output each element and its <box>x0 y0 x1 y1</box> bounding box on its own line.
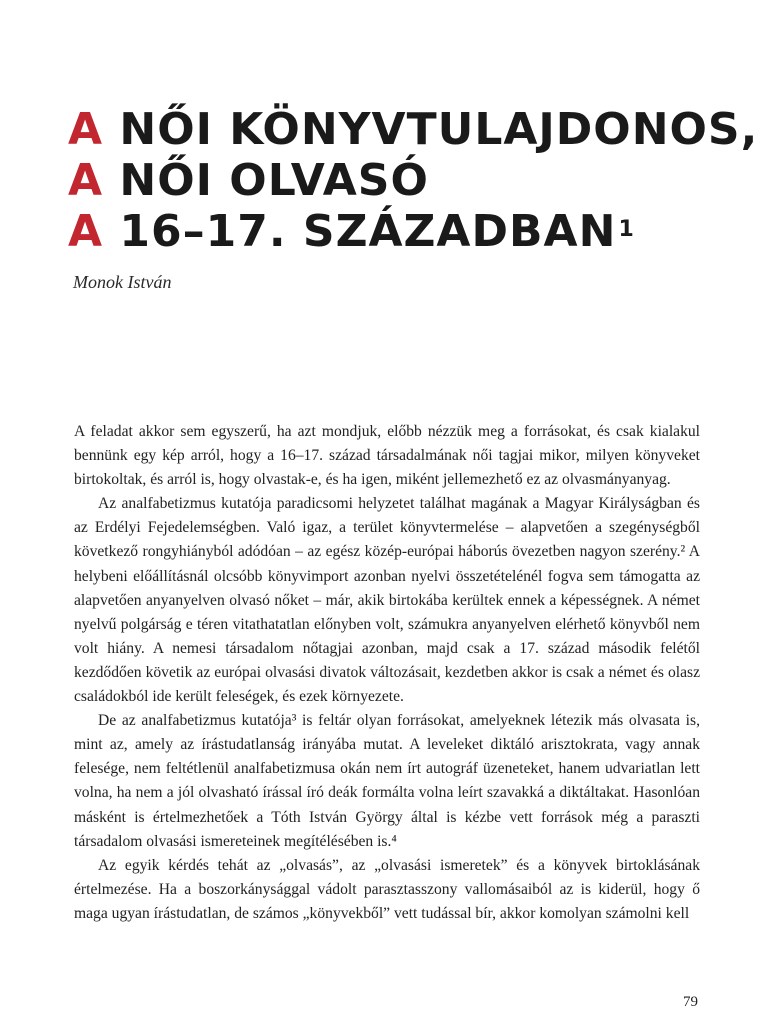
title-footnote-mark[interactable]: 1 <box>618 217 635 242</box>
body-paragraph: Az analfabetizmus kutatója paradicsomi helyzetet találhat magának a Magyar Királyságban és az Erdélyi Fejedelemségben. Való igaz, a terület könyvtermelése – alapvetően a szegénységből következő rongyhiányból adódóan – az egész közép-európai háborús övezetben nagyon szerény.² A helybeni előállításnál olcsóbb könyvimport azonban nyelvi összetételénél fogva sem támogatta az alapvetően anyanyelven olvasó nőket – már, akik birtokába kerültek ennek a képességnek. A német nyelvű polgárság e téren vitathatatlan előnyben volt, számukra anyanyelven elérhető könyvből nem volt hiány. A nemesi társadalom nőtagjai azonban, majd csak a 17. század második felétől kezdődően követik az európai olvasási divatok változásait, kezdetben akkor is csak a német és olasz családokból ide került feleségek, és ezek környezete. <box>74 495 700 706</box>
title-accent-letter: A <box>68 155 104 206</box>
title-line-2-text: NŐI OLVASÓ <box>119 155 429 206</box>
author-name: Monok István <box>73 272 172 292</box>
title-line-1-text: NŐI KÖNYVTULAJDONOS, <box>119 104 759 155</box>
page-number: 79 <box>683 994 698 1010</box>
body-paragraph: De az analfabetizmus kutatója³ is feltár olyan forrásokat, amelyeknek létezik más olvasata is, mint az, amely az írástudatlanság irányába mutat. A leveleket diktáló arisztokrata, vagy annak felesége, nem feltétlenül analfabetizmusa okán nem írt autográf üzeneteket, hanem udvariatlan lett volna, ha nem a jól olvasható írással író deák formálta volna leírt szavakká a diktáltakat. Hasonlóan másként is értelmezhetőek a Tóth István György által is kézbe vett források még a paraszti társadalom olvasási ismereteinek megítélésében is.⁴ <box>74 712 700 850</box>
body-paragraph: Az egyik kérdés tehát az „olvasás”, az „olvasási ismeretek” és a könyvek birtoklásának értelmezése. Ha a boszorkánysággal vádolt parasztasszony vallomásaiból az is kiderül, hogy ő maga ugyan írástudatlan, de számos „könyvekből” vett tudással bír, akkor komolyan számolni kell <box>74 856 700 922</box>
body-paragraph: A feladat akkor sem egyszerű, ha azt mondjuk, előbb nézzük meg a forrásokat, és csak kialakul bennünk egy kép arról, hogy a 16–17. század társadalmának női tagjai mikor, milyen könyveket birtokoltak, és arról is, hogy olvastak-e, és ha igen, miként jellemezhető ez az olvasmányanyag. <box>74 423 700 489</box>
title-line-1 <box>68 104 759 155</box>
title-line-3 <box>68 206 708 257</box>
title-accent-letter: A <box>68 104 104 155</box>
title-accent-letter: A <box>68 206 104 257</box>
article-title <box>68 104 759 257</box>
title-line-3-text: 16–17. SZÁZADBAN <box>119 206 617 257</box>
article-body <box>74 420 700 926</box>
title-line-2 <box>68 155 708 206</box>
